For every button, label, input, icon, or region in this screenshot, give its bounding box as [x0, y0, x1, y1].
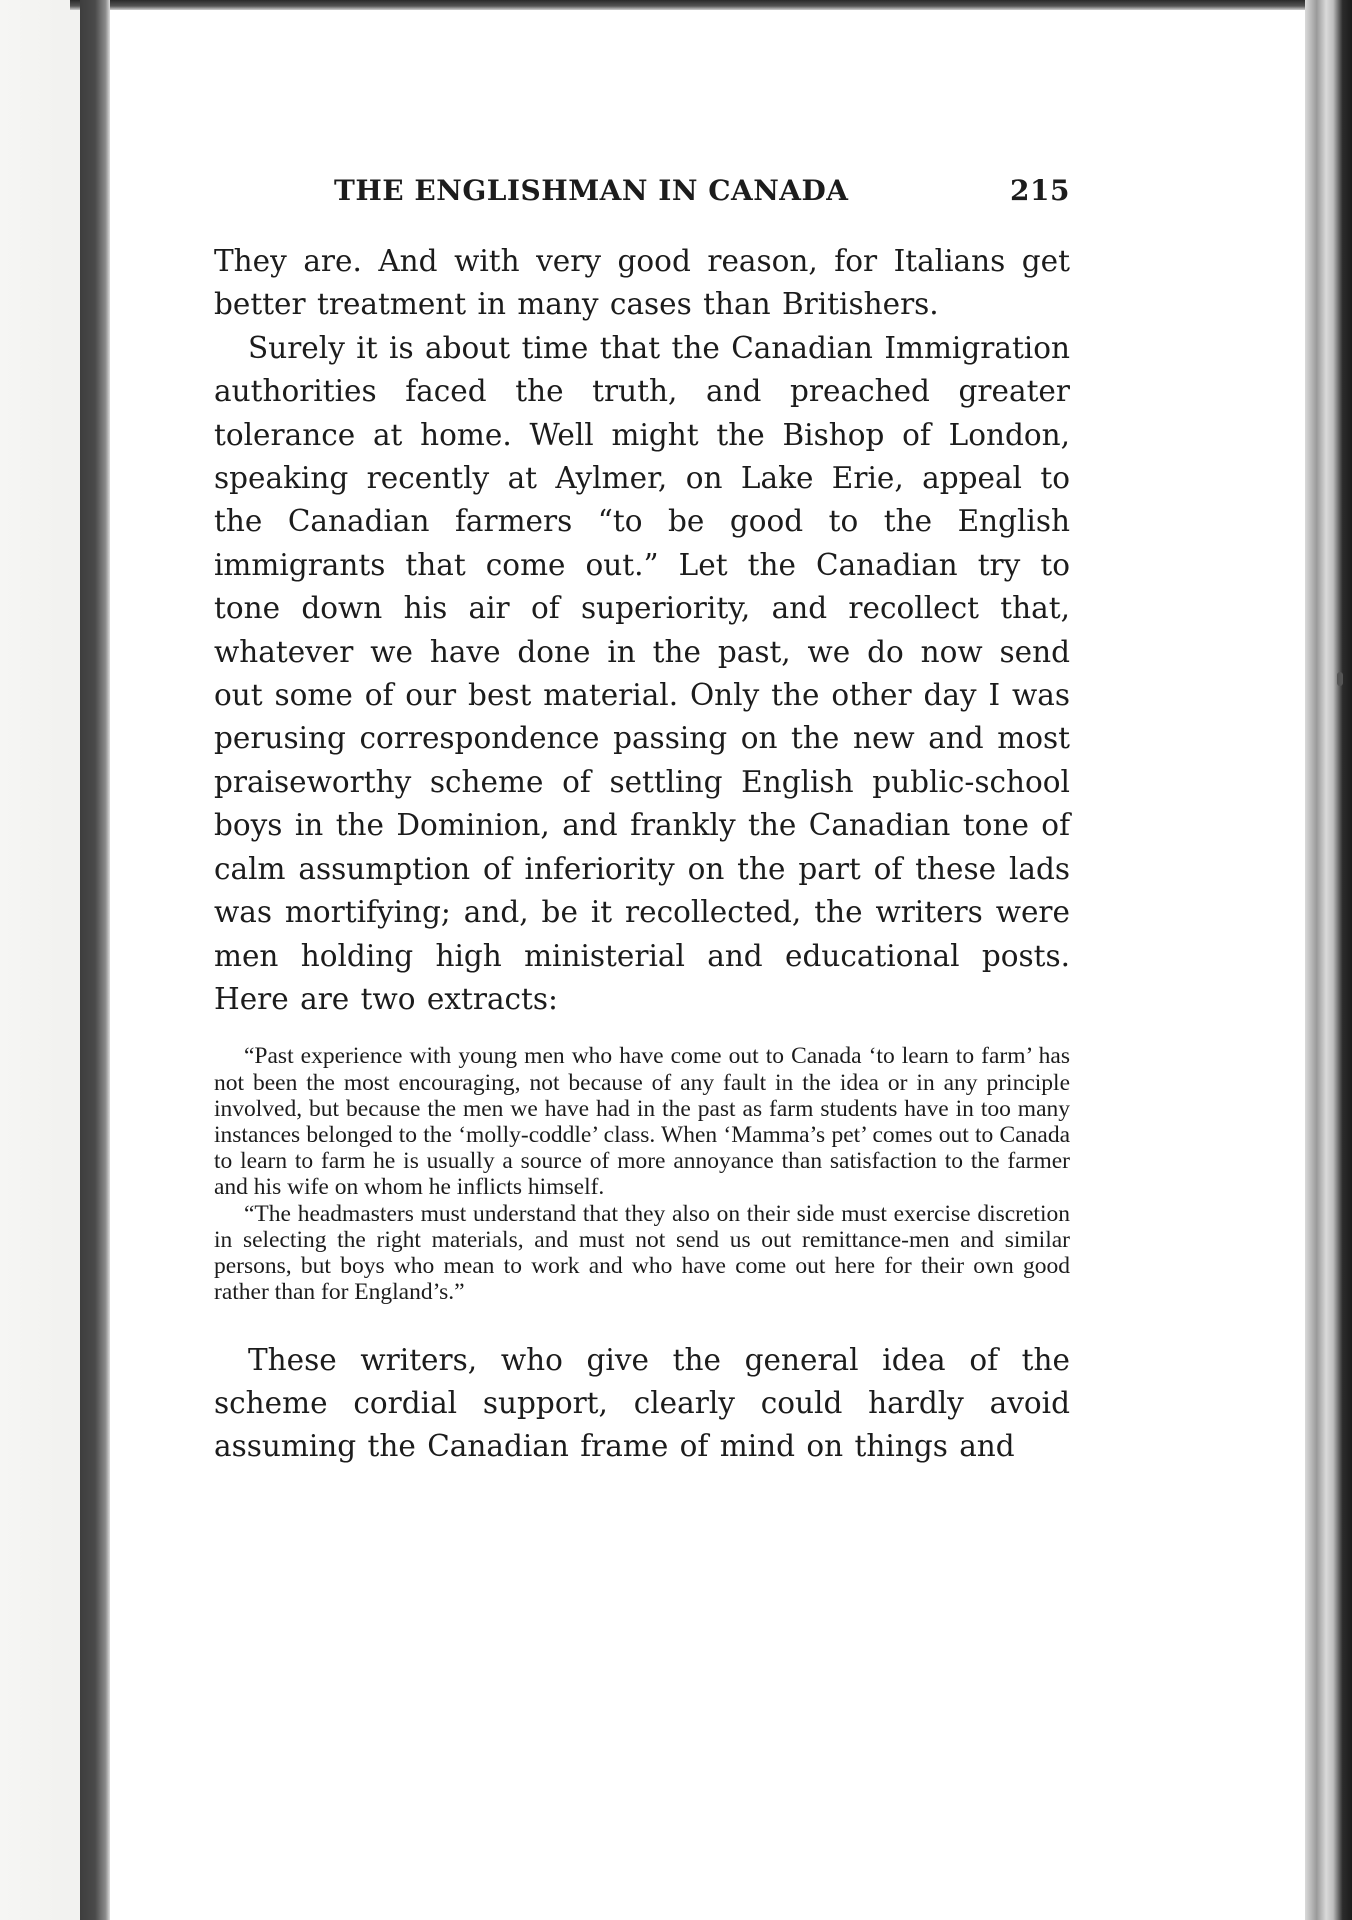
running-title: THE ENGLISHMAN IN CANADA [334, 174, 849, 207]
paragraph-1: They are. And with very good reason, for Italians get better treatment in many cases than Britishers. [214, 244, 1070, 322]
top-scan-edge [70, 0, 1352, 10]
block-quote [214, 1043, 1070, 1305]
quote-extract-2: “The headmasters must understand that they also on their side must exercise discretion in selecting the right materials, and must not send us out remittance-men and similar persons, but boys who mean to work and who have come out here for their own good rather than for England’s.” [214, 1200, 1070, 1306]
book-spine-shadow [80, 0, 110, 1920]
closing-text [214, 1339, 1070, 1468]
page-edge-right [1305, 0, 1352, 1920]
page-number: 215 [1010, 174, 1070, 207]
body-text [214, 240, 1070, 1021]
page-content [214, 170, 1070, 1468]
running-header [214, 170, 1070, 218]
edge-speck [1337, 672, 1343, 686]
paragraph-2: Surely it is about time that the Canadian Immigration authorities faced the truth, and preached greater tolerance at home. Well might the Bishop of London, speaking recently at Aylmer, on Lake Erie, appeal to the Canadian farmers “to be good to the English immigrants that come out.” Let the Canadian try to tone down his air of superiority, and recollect that, whatever we have done in the past, we do now send out some of our best material. Only the other day I was perusing correspondence passing on the new and most praiseworthy scheme of settling English public-school boys in the Dominion, and frankly the Canadian tone of calm assumption of inferiority on the part of these lads was mortifying; and, be it recollected, the writers were men holding high ministerial and educational posts. Here are two extracts: [214, 330, 1070, 1016]
closing-paragraph: These writers, who give the general idea of the scheme cordial support, clearly could hardly avoid assuming the Canadian frame of mind on things and [214, 1343, 1070, 1464]
quote-extract-1: “Past experience with young men who have come out to Canada ‘to learn to farm’ has not been the most encouraging, not because of any fault in the idea or in any principle involved, but because the men we have had in the past as farm students have in too many instances belonged to the ‘molly-coddle’ class. When ‘Mamma’s pet’ comes out to Canada to learn to farm he is usually a source of more annoyance than satisfaction to the farmer and his wife on whom he inflicts himself. [214, 1043, 1070, 1201]
